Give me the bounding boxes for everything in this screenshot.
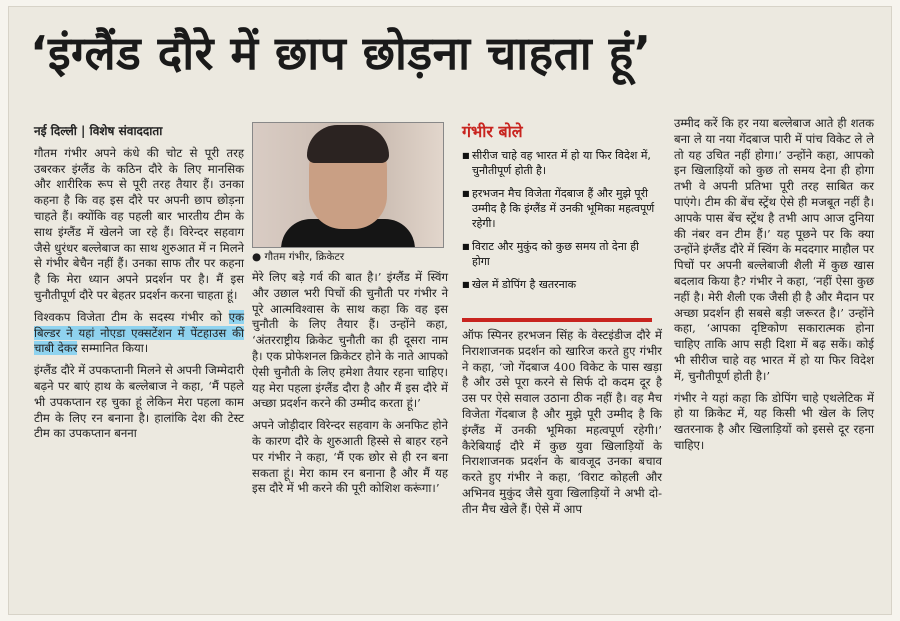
col1-p2-start: विश्वकप विजेता टीम के सदस्य गंभीर को — [34, 309, 229, 324]
sidebar-item: ■ विराट और मुकुंद को कुछ समय तो देना ही होगा — [462, 239, 656, 269]
col4-paragraph-1: उम्मीद करें कि हर नया बल्लेबाज आते ही शतक बना ले या नया गेंदबाज पारी में पांच विकेट ले ले तो यह उचित नहीं होगा।’ उन्होंने कहा, आपको इन खिलाड़ियों को कुछ तो समय देना ही होगा तभी वे अपनी प्रतिभा पूरी तरह साबित कर पाएंगे। टीम की बेंच स्ट्रेंथ ऐसे ही मजबूत नहीं है। आपके पास बेंच स्ट्रेंथ है तभी आप आज दुनिया की नंबर वन टीम हैं।’ यह पूछने पर कि क्या उन्होंने इंग्लैंड दौरे में स्विंग के मददगार माहौल पर पिचों पर अपनी बल्लेबाजी शैली में कुछ खास बदलाव किया है? गंभीर ने कहा, ‘नहीं ऐसा कुछ नहीं है। मेरी शैली एक जैसी ही है और मैदान पर अच्छा प्रदर्शन ही सबसे बड़ी जरूरत है।’ उन्होंने कहा, ‘आपका दृष्टिकोण सकारात्मक होना चाहिए ताकि आप सही दिशा में बढ़ सकें। कोई भी सीरीज चाहे वह भारत में हो या फिर विदेश में, चुनौतीपूर्ण होती है।’ — [674, 116, 874, 383]
col1-p2-end: सम्मानित किया। — [77, 341, 149, 356]
photo-caption: ● गौतम गंभीर, क्रिकेटर — [252, 251, 345, 263]
photo-block — [252, 122, 444, 264]
dateline: नई दिल्ली | विशेष संवाददाता — [34, 124, 163, 138]
column-3 — [462, 328, 662, 524]
player-photo — [252, 122, 444, 248]
col2-paragraph-2: अपने जोड़ीदार विरेन्दर सहवाग के अनफिट होने के कारण दौरे के शुरुआती हिस्से से बाहर रहने पर गंभीर ने कहा, ‘मैं एक छोर से ही रन बना सकता हूं। मेरा काम रन बनाना है और मैं यह इस दौरे में भी करने की पूरी कोशिश करूंगा।’ — [252, 418, 448, 496]
sidebar-item: ■ खेल में डोपिंग है खतरनाक — [462, 277, 656, 292]
highlighted-text: एक बिल्डर ने यहां नोएडा एक्सटेंशन में पेंटहाउस की चाबी देकर — [34, 309, 244, 356]
sidebar-item: ■ सीरीज चाहे वह भारत में हो या फिर विदेश में, चुनौतीपूर्ण होती है। — [462, 148, 656, 178]
col1-paragraph-1: गौतम गंभीर अपने कंधे की चोट से पूरी तरह उबरकर इंग्लैंड के कठिन दौरे के लिए मानसिक और शारीरिक रूप से पूरी तरह तैयार हैं। उनका कहना है कि वह इस दौरे पर अपनी छाप छोड़ना चाहते हैं। क्योंकि वह पहली बार भारतीय टीम के साथ इंग्लैंड में खेलने जा रहे हैं। विरेन्दर सहवाग जैसे धुरंधर बल्लेबाज का साथ शुरुआत में न मिलने से गंभीर बेचैन नहीं हैं। उनका साफ तौर पर कहना है कि मेरा ध्यान अपने प्रदर्शन पर है। मैं इस चुनौतीपूर्ण दौरे पर बेहतर प्रदर्शन करना चाहता हूं। — [34, 145, 244, 302]
col1-paragraph-3: इंग्लैंड दौरे में उपकप्तानी मिलने से अपनी जिम्मेदारी बढ़ने पर बाएं हाथ के बल्लेबाज ने कहा, ‘मैं पहले भी उपकप्तान रह चुका हूं लेकिन मेरा पहला काम टीम के लिए रन बनाना है। हालांकि देश की टेस्ट टीम का उपकप्तान बनना — [34, 363, 244, 441]
column-4 — [674, 116, 874, 460]
divider-rule — [462, 318, 652, 322]
sidebar-title: गंभीर बोले — [462, 122, 523, 141]
col3-paragraph-1: ऑफ स्पिनर हरभजन सिंह के वेस्टइंडीज दौरे में निराशाजनक प्रदर्शन को खारिज करते हुए गंभीर ने कहा, ‘जो गेंदबाज 400 विकेट के पास खड़ा है और उसे पूरा करने से सिर्फ दो कदम दूर है उस पर ऐसे सवाल उठाना ठीक नहीं है। वह मैच विजेता गेंदबाज है और मुझे पूरी उम्मीद है कि इंग्लैंड में उनकी भूमिका महत्वपूर्ण रहेगी।’ कैरेबियाई दौरे में कुछ युवा खिलाड़ियों के निराशाजनक प्रदर्शन के बावजूद उनका बचाव करते हुए गंभीर ने कहा, ‘विराट कोहली और अभिनव मुकुंद जैसे युवा खिलाड़ियों ने अभी दो-तीन मैच खेले हैं। ऐसे में आप — [462, 328, 662, 516]
sidebar-item: ■ हरभजन मैच विजेता गेंदबाज हैं और मुझे पूरी उम्मीद है कि इंग्लैंड में उनकी भूमिका महत्वपूर्ण रहेगी। — [462, 186, 656, 231]
sidebar-list — [462, 148, 656, 300]
column-2 — [252, 270, 448, 503]
col2-paragraph-1: मेरे लिए बड़े गर्व की बात है।’ इंग्लैंड में स्विंग और उछाल भरी पिचों की चुनौती पर गंभीर ने पूरे आत्मविश्वास के साथ कहा कि वह इस चुनौती के लिए तैयार हैं। उन्होंने कहा, ‘अंतरराष्ट्रीय क्रिकेट चुनौती का ही दूसरा नाम है। एक प्रोफेशनल क्रिकेटर होने के नाते आपको ऐसी चुनौती के लिए हमेशा तैयार रहना चाहिए। यह मेरा पहला इंग्लैंड दौरा है और मैं इस दौरे में अच्छा प्रदर्शन करने की उम्मीद करता हूं।’ — [252, 270, 448, 411]
col1-paragraph-2 — [34, 310, 244, 357]
headline: ‘इंग्लैंड दौरे में छाप छोड़ना चाहता हूं’ — [30, 26, 652, 80]
column-1 — [34, 124, 244, 448]
col4-paragraph-2: गंभीर ने यहां कहा कि डोपिंग चाहे एथलेटिक में हो या क्रिकेट में, यह किसी भी खेल के लिए खतरनाक है और खिलाड़ियों को इससे दूर रहना चाहिए। — [674, 390, 874, 452]
